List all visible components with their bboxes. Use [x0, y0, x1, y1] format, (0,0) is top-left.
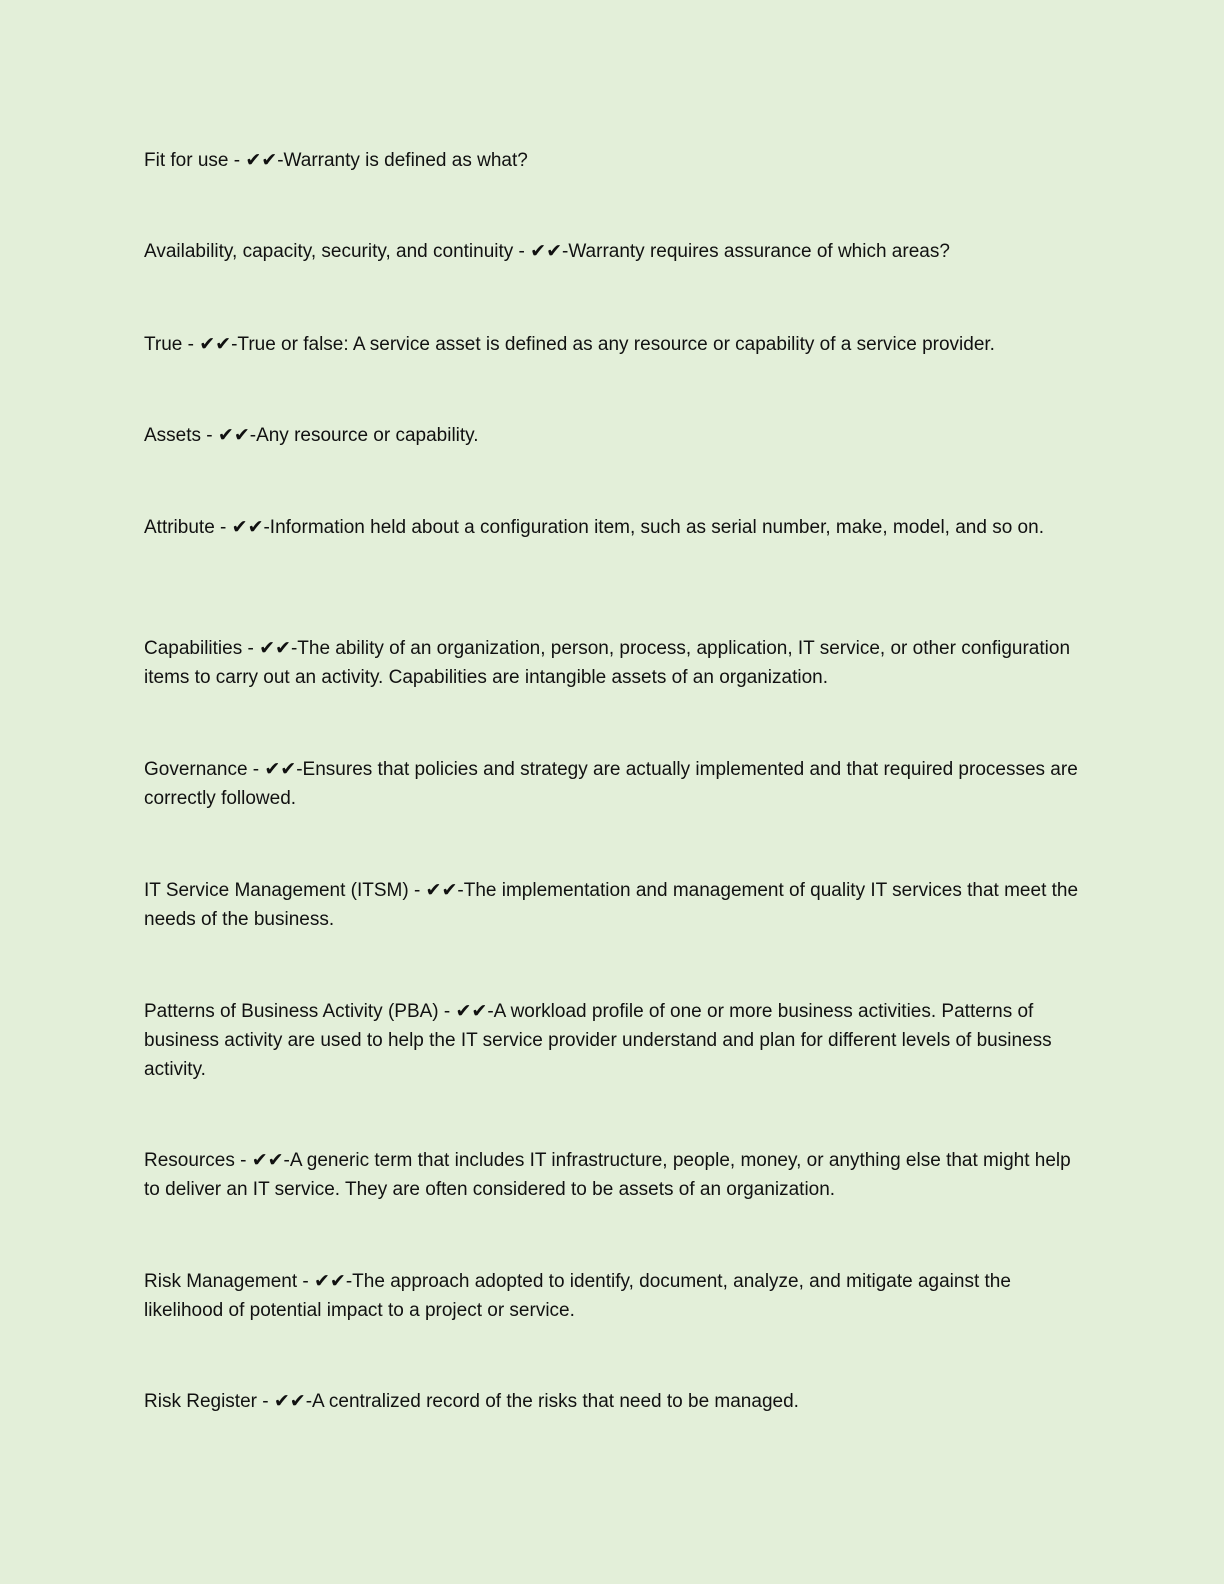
flashcard-entry: IT Service Management (ITSM) - ✔✔-The implementation and management of quality IT services that meet the needs of the business.: [144, 880, 1079, 930]
flashcard-entry: Assets - ✔✔-Any resource or capability.: [144, 425, 479, 446]
flashcard-entry: Fit for use - ✔✔-Warranty is defined as what?: [144, 150, 528, 171]
flashcard-entry: Risk Register - ✔✔-A centralized record of the risks that need to be managed.: [144, 1391, 799, 1412]
flashcard-entry: Resources - ✔✔-A generic term that includes IT infrastructure, people, money, or anything else that might help to deliver an IT service. They are often considered to be assets of an organization.: [144, 1150, 1071, 1200]
flashcard-entry: Risk Management - ✔✔-The approach adopted to identify, document, analyze, and mitigate against the likelihood of potential impact to a project or service.: [144, 1271, 1011, 1321]
flashcard-entry: Availability, capacity, security, and continuity - ✔✔-Warranty requires assurance of which areas?: [144, 241, 950, 262]
flashcard-entry: Governance - ✔✔-Ensures that policies and strategy are actually implemented and that required processes are correctly followed.: [144, 759, 1078, 809]
flashcard-entry: Capabilities - ✔✔-The ability of an organization, person, process, application, IT service, or other configuration items to carry out an activity. Capabilities are intangible assets of an organization.: [144, 638, 1071, 688]
flashcard-entry: Patterns of Business Activity (PBA) - ✔✔-A workload profile of one or more business activities. Patterns of business activity are used to help the IT service provider understand and plan for different levels of business activity.: [144, 1001, 1052, 1080]
flashcard-entry: True - ✔✔-True or false: A service asset is defined as any resource or capability of a service provider.: [144, 334, 995, 355]
flashcard-entry: Attribute - ✔✔-Information held about a configuration item, such as serial number, make, model, and so on.: [144, 517, 1044, 538]
